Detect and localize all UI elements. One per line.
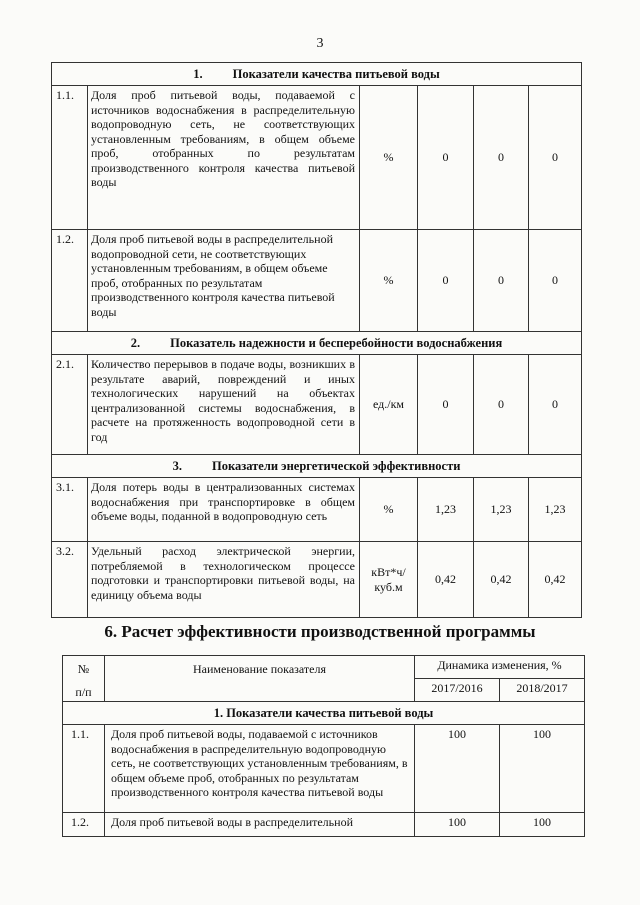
row-number: 3.2.: [52, 542, 88, 618]
row-number: 2.1.: [52, 355, 88, 455]
row-value: 0: [418, 355, 474, 455]
row-description: Доля проб питьевой воды, подаваемой с источников водоснабжения в распределительную водопроводную сеть, не соответствующих установленным требованиям, в общем объеме проб, отобранных по результатам производственного контроля качества питьевой воды: [105, 725, 415, 813]
table-row: [52, 230, 582, 332]
row-value: 100: [415, 725, 500, 813]
indicators-table: [51, 62, 582, 618]
header-row: [63, 656, 585, 679]
table-row: [63, 813, 585, 837]
row-unit: кВт*ч/ куб.м: [360, 542, 418, 618]
section-row: [52, 63, 582, 86]
row-value: 0: [418, 86, 474, 230]
row-value: 1,23: [418, 478, 474, 542]
efficiency-table: [62, 655, 585, 837]
section-number: 1.: [193, 67, 203, 81]
row-unit: %: [360, 230, 418, 332]
table-row: [52, 355, 582, 455]
row-description: Доля потерь воды в централизованных системах водоснабжения при транспортировке в общем объеме воды, поданной в водопроводную сеть: [88, 478, 360, 542]
row-description: Доля проб питьевой воды в распределительной: [105, 813, 415, 837]
section-title: Показатели энергетической эффективности: [211, 459, 461, 473]
row-value: 0: [474, 355, 529, 455]
row-value: 0,42: [418, 542, 474, 618]
row-number: 3.1.: [52, 478, 88, 542]
table-row: [52, 478, 582, 542]
row-value: 0: [529, 230, 582, 332]
section-title: 1. Показатели качества питьевой воды: [63, 702, 585, 725]
section-title: Показатели качества питьевой воды: [232, 67, 440, 81]
row-description: Количество перерывов в подаче воды, возникших в результате аварий, повреждений и иных технологических нарушений на объектах централизованной системы водоснабжения, в расчете на протяженность водопроводной сети в год: [88, 355, 360, 455]
header-number: № п/п: [63, 656, 105, 702]
table-row: [63, 725, 585, 813]
row-value: 100: [500, 813, 585, 837]
row-value: 0: [529, 86, 582, 230]
row-description: Доля проб питьевой воды в распределительной водопроводной сети, не соответствующих установленным требованиям, в общем объеме проб, отобранных по результатам производственного контроля качества питьевой воды: [88, 230, 360, 332]
row-number: 1.1.: [63, 725, 105, 813]
row-unit: %: [360, 86, 418, 230]
row-value: 0: [474, 230, 529, 332]
row-number: 1.2.: [52, 230, 88, 332]
row-number: 1.1.: [52, 86, 88, 230]
row-number: 1.2.: [63, 813, 105, 837]
section-row: [63, 702, 585, 725]
section-number: 2.: [130, 336, 141, 350]
header-dynamics: Динамика изменения, %: [415, 656, 585, 679]
row-description: Доля проб питьевой воды, подаваемой с источников водоснабжения в распределительную водопроводную сеть, не соответствующих установленным требованиям, в общем объеме проб, отобранных по результатам производственного контроля качества питьевой воды: [88, 86, 360, 230]
row-value: 100: [415, 813, 500, 837]
section-row: [52, 332, 582, 355]
row-value: 0: [474, 86, 529, 230]
row-description: Удельный расход электрической энергии, потребляемой в технологическом процессе подготовки и транспортировки питьевой воды, на единицу объема воды: [88, 542, 360, 618]
section-title: Показатель надежности и бесперебойности водоснабжения: [170, 336, 503, 350]
section-heading: 6. Расчет эффективности производственной программы: [104, 622, 536, 641]
row-value: 0,42: [474, 542, 529, 618]
section-number: 3.: [172, 459, 182, 473]
header-year: 2017/2016: [415, 679, 500, 702]
row-value: 0: [529, 355, 582, 455]
header-year: 2018/2017: [500, 679, 585, 702]
row-value: 0,42: [529, 542, 582, 618]
table-row: [52, 86, 582, 230]
row-value: 1,23: [529, 478, 582, 542]
row-unit: ед./км: [360, 355, 418, 455]
row-value: 1,23: [474, 478, 529, 542]
header-name: Наименование показателя: [105, 656, 415, 702]
row-unit: %: [360, 478, 418, 542]
row-value: 100: [500, 725, 585, 813]
row-value: 0: [418, 230, 474, 332]
section-row: [52, 455, 582, 478]
page-number: 3: [316, 36, 324, 51]
table-row: [52, 542, 582, 618]
